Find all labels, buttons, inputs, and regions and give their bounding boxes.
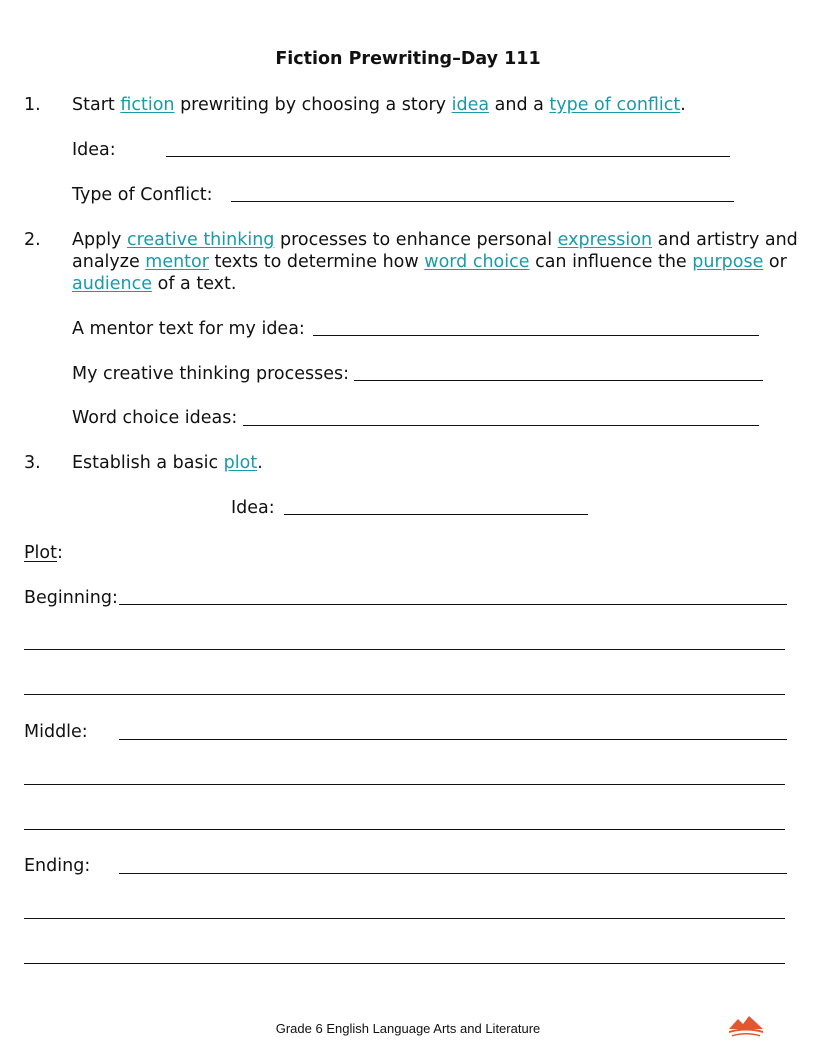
item-1-text xyxy=(72,94,686,116)
plot-heading xyxy=(24,542,63,564)
creative-thinking-link[interactable]: creative thinking xyxy=(126,230,275,250)
item-2-line-2 xyxy=(72,251,787,273)
mountain-logo-icon xyxy=(728,1013,764,1037)
item-1-text-end: . xyxy=(680,95,686,115)
plot-heading-text: Plot xyxy=(24,543,57,563)
word-choice-answer-line[interactable] xyxy=(243,425,759,426)
word-choice-label: Word choice ideas: xyxy=(72,408,238,428)
purpose-link[interactable]: purpose xyxy=(692,252,764,272)
item-2-number: 2. xyxy=(24,230,41,250)
type-of-conflict-link[interactable]: type of conflict xyxy=(549,95,681,115)
item-2-text-g: or xyxy=(763,252,787,272)
ending-label: Ending: xyxy=(24,856,91,876)
middle-answer-line-1[interactable] xyxy=(119,739,787,740)
logo-wave-2 xyxy=(732,1033,760,1037)
item-3-text-end: . xyxy=(257,453,263,473)
beginning-answer-line-3[interactable] xyxy=(24,694,785,695)
beginning-label: Beginning: xyxy=(24,588,118,608)
logo-wave-1 xyxy=(729,1029,763,1034)
mentor-text-answer-line[interactable] xyxy=(313,335,759,336)
mentor-text-label: A mentor text for my idea: xyxy=(72,319,305,339)
item-2-line-1 xyxy=(72,229,798,251)
item-1-number: 1. xyxy=(24,95,41,115)
fiction-link[interactable]: fiction xyxy=(120,95,175,115)
expression-link[interactable]: expression xyxy=(557,230,653,250)
beginning-answer-line-2[interactable] xyxy=(24,649,785,650)
middle-answer-line-3[interactable] xyxy=(24,829,785,830)
plot-link[interactable]: plot xyxy=(223,453,258,473)
item-2-text-b: processes to enhance personal xyxy=(274,230,558,250)
creative-processes-answer-line[interactable] xyxy=(354,380,763,381)
item-3-number: 3. xyxy=(24,453,41,473)
item-2-text-d: analyze xyxy=(72,252,146,272)
item-2-text-c: and artistry and xyxy=(652,230,798,250)
ending-answer-line-3[interactable] xyxy=(24,963,785,964)
item-2-text-a: Apply xyxy=(72,230,127,250)
middle-label: Middle: xyxy=(24,722,88,742)
item-1-text-mid1: prewriting by choosing a story xyxy=(174,95,452,115)
type-of-conflict-label: Type of Conflict: xyxy=(72,185,213,205)
audience-link[interactable]: audience xyxy=(72,274,153,294)
ending-answer-line-2[interactable] xyxy=(24,918,785,919)
idea-answer-line[interactable] xyxy=(166,156,730,157)
item-2-line-3 xyxy=(72,273,236,295)
item-3-text xyxy=(72,452,263,474)
item-2-text-e: texts to determine how xyxy=(208,252,425,272)
item-2-text-f: can influence the xyxy=(529,252,693,272)
middle-answer-line-2[interactable] xyxy=(24,784,785,785)
beginning-answer-line-1[interactable] xyxy=(119,604,787,605)
logo-mountain-shape xyxy=(729,1016,763,1029)
page-title xyxy=(0,49,816,69)
footer-text: Grade 6 English Language Arts and Literature xyxy=(275,1021,541,1036)
idea-link[interactable]: idea xyxy=(451,95,490,115)
item-1-text-mid2: and a xyxy=(489,95,550,115)
item-2-text-h: of a text. xyxy=(152,274,237,294)
idea-label: Idea: xyxy=(72,140,116,160)
word-choice-link[interactable]: word choice xyxy=(424,252,530,272)
type-of-conflict-answer-line[interactable] xyxy=(231,201,734,202)
item-1-text-start: Start xyxy=(72,95,121,115)
plot-idea-answer-line[interactable] xyxy=(284,514,588,515)
mentor-link[interactable]: mentor xyxy=(145,252,209,272)
creative-processes-label: My creative thinking processes: xyxy=(72,364,350,384)
page-title-text: Fiction Prewriting–Day 111 xyxy=(275,49,541,69)
item-3-text-start: Establish a basic xyxy=(72,453,224,473)
plot-heading-colon: : xyxy=(56,543,63,563)
mountain-logo-svg xyxy=(728,1013,764,1037)
ending-answer-line-1[interactable] xyxy=(119,873,787,874)
plot-idea-label: Idea: xyxy=(231,498,275,518)
